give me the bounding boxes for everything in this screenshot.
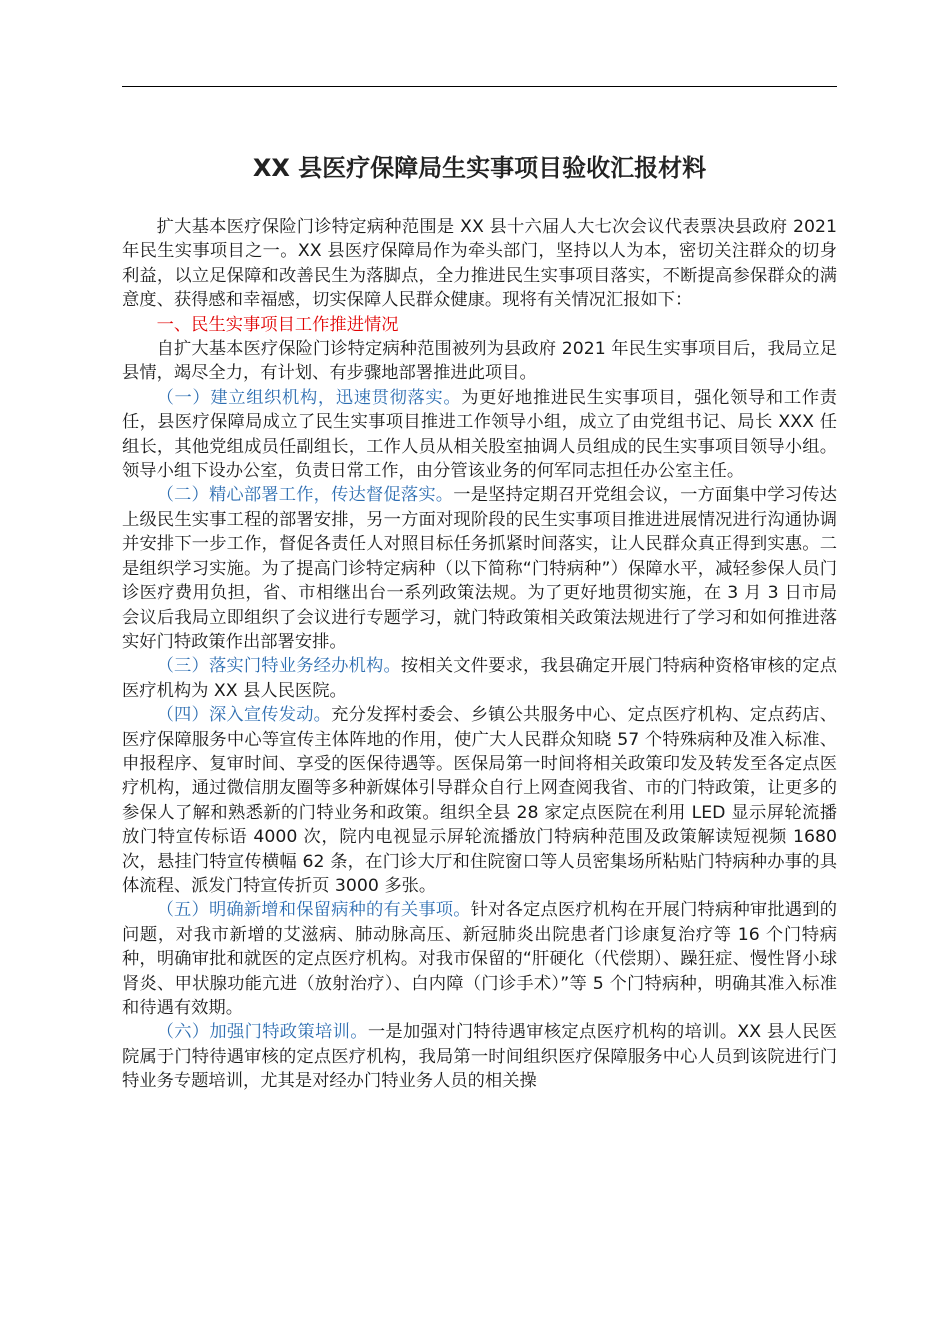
document-title: XX 县医疗保障局生实事项目验收汇报材料 xyxy=(252,154,707,182)
section-heading: 一、民生实事项目工作推进情况 xyxy=(156,314,399,335)
item-body: 充分发挥村委会、乡镇公共服务中心、定点医疗机构、定点药店、医疗保障服务中心等宣传主体阵地的作用，使广大人民群众知晓 57 个特殊病种及准入标准、申报程序、复审时间、享受的医保待遇等。医保局第一时间将相关政策印发及转发至各定点医疗机构，通过微信朋友圈等多种新媒体引导群众自行上网查阅我省、市的门特政策，让更多的参保人了解和熟悉新的门特业务和政策。组织全县 28 家定点医院在利用 LED 显示屏轮流播放门特宣传标语 4000 次，院内电视显示屏轮流播放门特病种范围及政策解读短视频 1680 次，悬挂门特宣传横幅 62 条，在门诊大厅和住院窗口等人员密集场所粘贴门特病种办事的具体流程、派发门特宣传折页 3000 多张。 xyxy=(122,705,837,896)
item-paragraph xyxy=(122,483,837,654)
item-heading: （一）建立组织机构，迅速贯彻落实。 xyxy=(156,387,462,408)
item-body: 一是加强对门特待遇审核定点医疗机构的培训。XX 县人民医院属于门特待遇审核的定点医疗机构，我局第一时间组织医疗保障服务中心人员到该院进行门特业务专题培训，尤其是对经办门特业务人员的相关操 xyxy=(122,1022,837,1092)
item-heading: （五）明确新增和保留病种的有关事项。 xyxy=(156,900,471,921)
item-body: 一是坚持定期召开党组会议，一方面集中学习传达上级民生实事工程的部署安排，另一方面对现阶段的民生实事项目推进进展情况进行沟通协调并安排下一步工作，督促各责任人对照目标任务抓紧时间落实，让人民群众真正得到实惠。二是组织学习实施。为了提高门诊特定病种（以下简称“门特病种”）保障水平，减轻参保人员门诊医疗费用负担，省、市相继出台一系列政策法规。为了更好地贯彻实施，在 3 月 3 日市局会议后我局立即组织了会议进行专题学习，就门特政策相关政策法规进行了学习和如何推进落实好门特政策作出部署安排。 xyxy=(122,485,837,652)
item-heading: （二）精心部署工作，传达督促落实。 xyxy=(156,485,454,506)
document-body xyxy=(122,215,837,1094)
item-paragraph xyxy=(122,386,837,484)
item-paragraph xyxy=(122,898,837,1020)
header-rule xyxy=(122,86,837,87)
item-paragraph xyxy=(122,1020,837,1093)
item-heading: （三）落实门特业务经办机构。 xyxy=(156,656,401,677)
item-body: 为更好地推进民生实事项目，强化领导和工作责任，县医疗保障局成立了民生实事项目推进工作领导小组，成立了由党组书记、局长 XXX 任组长，其他党组成员任副组长，工作人员从相关股室抽调人员组成的民生实事项目领导小组。领导小组下设办公室，负责日常工作，由分管该业务的何军同志担任办公室主任。 xyxy=(122,387,837,482)
item-heading: （六）加强门特政策培训。 xyxy=(156,1022,368,1043)
item-body: 针对各定点医疗机构在开展门特病种审批遇到的问题，对我市新增的艾滋病、肺动脉高压、新冠肺炎出院患者门诊康复治疗等 16 个门特病种，明确审批和就医的定点医疗机构。对我市保留的“肝硬化（代偿期）、躁狂症、慢性肾小球肾炎、甲状腺功能亢进（放射治疗）、白内障（门诊手术）”等 5 个门特病种，明确其准入标准和待遇有效期。 xyxy=(122,900,837,1018)
item-paragraph xyxy=(122,654,837,703)
item-body: 按相关文件要求，我县确定开展门特病种资格审核的定点医疗机构为 XX 县人民医院。 xyxy=(122,656,837,701)
intro-paragraph: 扩大基本医疗保险门诊特定病种范围是 XX 县十六届人大七次会议代表票决县政府 2021 年民生实事项目之一。XX 县医疗保障局作为牵头部门，坚持以人为本，密切关注群众的切身利益，以立足保障和改善民生为落脚点，全力推进民生实事项目落实，不断提高参保群众的满意度、获得感和幸福感，切实保障人民群众健康。现将有关情况汇报如下： xyxy=(122,217,837,311)
item-paragraph xyxy=(122,703,837,898)
section-intro-paragraph: 自扩大基本医疗保险门诊特定病种范围被列为县政府 2021 年民生实事项目后，我局立足县情，竭尽全力，有计划、有步骤地部署推进此项目。 xyxy=(122,339,837,384)
item-heading: （四）深入宣传发动。 xyxy=(156,705,332,726)
